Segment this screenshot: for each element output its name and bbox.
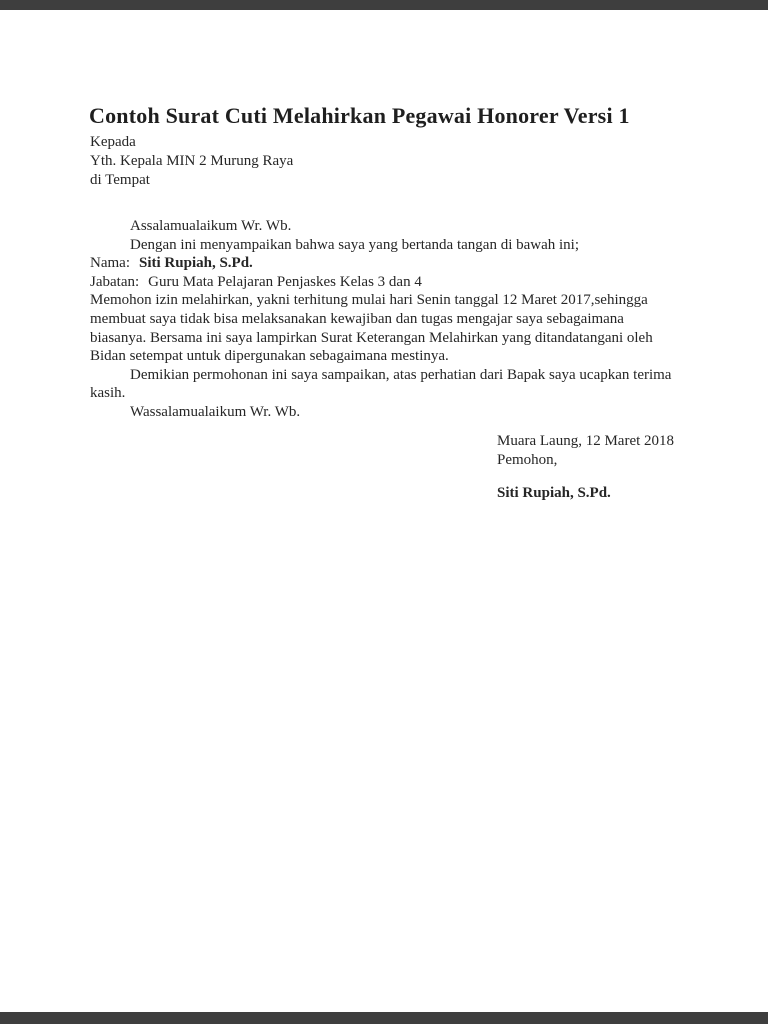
signature-place-date: Muara Laung, 12 Maret 2018 — [497, 433, 675, 449]
viewer-bottom-bar — [0, 1012, 768, 1024]
field-colon-nama: : — [125, 255, 130, 272]
field-value-nama: Siti Rupiah, S.Pd. — [139, 255, 253, 272]
recipient-block — [90, 133, 293, 190]
signature-name: Siti Rupiah, S.Pd. — [497, 484, 611, 501]
recipient-line-di-tempat: di Tempat — [90, 172, 150, 188]
closing-paragraph: Demikian permohonan ini saya sampaikan, atas perhatian dari Bapak saya ucapkan terima kasih. — [90, 366, 672, 402]
viewer-top-bar — [0, 0, 768, 10]
field-value-jabatan: Guru Mata Pelajaran Penjaskes Kelas 3 dan 4 — [148, 273, 422, 290]
field-row-jabatan — [90, 273, 675, 292]
letter-title: Contoh Surat Cuti Melahirkan Pegawai Honorer Versi 1 — [89, 102, 630, 128]
signoff-line: Wassalamualaikum Wr. Wb. — [130, 403, 301, 420]
signature-block — [497, 432, 674, 502]
letter-body — [90, 217, 675, 422]
field-label-nama: Nama — [90, 255, 126, 272]
body-paragraph: Memohon izin melahirkan, yakni terhitung mulai hari Senin tanggal 12 Maret 2017,sehingga membuat saya tidak bisa melaksanakan kewajiban dan tugas mengajar saya sebagaimana biasanya. Bersama ini saya lampirkan Surat Keterangan Melahirkan yang ditandatangani oleh Bidan setempat untuk dipergunakan sebagaimana mestinya. — [90, 292, 653, 365]
salutation-line: Assalamualaikum Wr. Wb. — [130, 218, 292, 234]
field-colon-jabatan: : — [134, 273, 140, 290]
field-label-jabatan: Jabatan — [90, 273, 135, 290]
signature-role: Pemohon, — [497, 451, 558, 468]
opening-line: Dengan ini menyampaikan bahwa saya yang bertanda tangan di bawah ini; — [130, 236, 580, 253]
recipient-line-yth: Yth. Kepala MIN 2 Murung Raya — [90, 153, 294, 169]
recipient-line-kepada: Kepada — [90, 134, 136, 150]
field-row-nama — [90, 254, 675, 273]
